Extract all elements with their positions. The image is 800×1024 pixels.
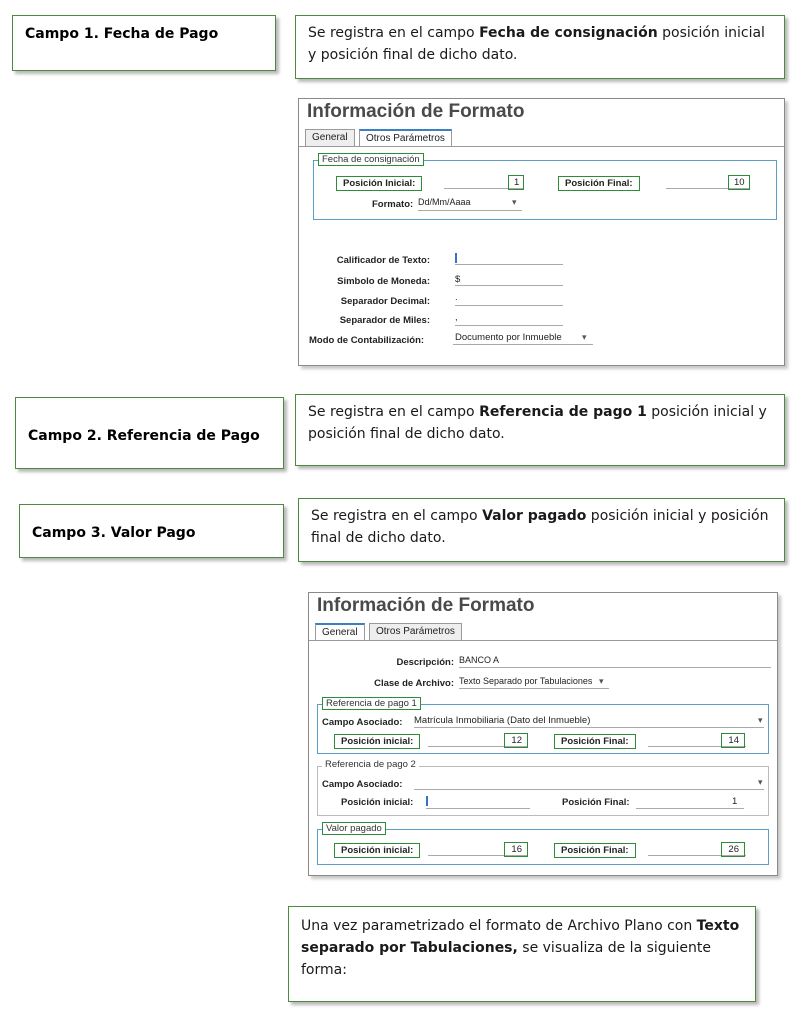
separador-decimal-input[interactable]: . bbox=[455, 292, 458, 303]
descripcion-input[interactable]: BANCO A bbox=[459, 655, 500, 665]
simbolo-moneda-input[interactable]: $ bbox=[455, 274, 461, 285]
modo-contabilizacion-select[interactable]: Documento por Inmueble bbox=[455, 332, 562, 343]
valor-posicion-inicial-input[interactable]: 16 bbox=[504, 842, 528, 857]
descripcion-underline bbox=[459, 667, 771, 668]
campo3-description-box bbox=[298, 498, 785, 562]
campo3-title-box bbox=[19, 504, 284, 558]
ref1-campo-asociado-label: Campo Asociado: bbox=[322, 717, 403, 728]
simbolo-moneda-underline bbox=[455, 285, 563, 286]
ref1-posicion-inicial-input[interactable]: 12 bbox=[504, 733, 528, 748]
tab-otros-parametros[interactable]: Otros Parámetros bbox=[369, 623, 462, 641]
ref2-posicion-final-label: Posición Final: bbox=[562, 797, 630, 808]
summary-post: se visualiza de la siguiente forma: bbox=[301, 940, 712, 978]
chevron-down-icon[interactable]: ▾ bbox=[512, 197, 517, 207]
ref2-posicion-inicial-label: Posición inicial: bbox=[341, 797, 414, 808]
ref1-posicion-final-input[interactable]: 14 bbox=[721, 733, 745, 748]
format-info-panel-2 bbox=[308, 592, 778, 876]
campo1-description bbox=[296, 16, 784, 72]
modo-contabilizacion-underline bbox=[453, 344, 593, 345]
valor-posicion-final-input[interactable]: 26 bbox=[721, 842, 745, 857]
clase-archivo-underline bbox=[459, 688, 609, 689]
ref2-posicion-final-underline bbox=[636, 808, 744, 809]
separador-miles-input[interactable]: , bbox=[455, 312, 458, 323]
panel1-title: Información de Formato bbox=[307, 101, 525, 122]
separador-decimal-label: Separador Decimal: bbox=[340, 296, 430, 307]
summary-pre: Una vez parametrizado el formato de Archivo Plano con bbox=[301, 918, 697, 934]
referencia-pago-1-group bbox=[317, 698, 769, 754]
summary-text bbox=[289, 907, 755, 989]
valor-posicion-final-label: Posición Final: bbox=[554, 843, 636, 858]
campo2-title: Campo 2. Referencia de Pago bbox=[28, 428, 260, 444]
campo3-description bbox=[299, 499, 784, 555]
posicion-inicial-label: Posición Inicial: bbox=[336, 176, 422, 191]
campo2-description-box bbox=[295, 394, 785, 466]
fecha-consignacion-legend: Fecha de consignación bbox=[318, 153, 424, 166]
campo1-desc-post: posición inicial y posición final de dicho dato. bbox=[308, 25, 765, 63]
formato-underline bbox=[418, 210, 522, 211]
ref2-posicion-inicial-input[interactable] bbox=[426, 796, 428, 806]
clase-archivo-label: Clase de Archivo: bbox=[374, 678, 454, 689]
valor-pagado-group bbox=[317, 823, 769, 865]
format-info-panel-1 bbox=[298, 98, 785, 366]
clase-archivo-select[interactable]: Texto Separado por Tabulaciones bbox=[459, 676, 593, 686]
summary-box bbox=[288, 906, 756, 1002]
calificador-underline bbox=[455, 264, 563, 265]
tab-otros-parametros[interactable]: Otros Parámetros bbox=[359, 129, 452, 147]
campo1-title: Campo 1. Fecha de Pago bbox=[25, 26, 219, 42]
modo-contabilizacion-label: Modo de Contabilización: bbox=[309, 335, 425, 346]
ref2-campo-asociado-label: Campo Asociado: bbox=[322, 779, 403, 790]
campo1-desc-pre: Se registra en el campo bbox=[308, 25, 480, 41]
chevron-down-icon[interactable]: ▾ bbox=[599, 676, 604, 686]
separador-miles-label: Separador de Miles: bbox=[339, 315, 430, 326]
tab-general[interactable]: General bbox=[315, 623, 365, 641]
simbolo-moneda-label: Simbolo de Moneda: bbox=[337, 276, 430, 287]
calificador-input[interactable] bbox=[455, 253, 457, 263]
referencia-pago-2-legend: Referencia de pago 2 bbox=[322, 759, 419, 770]
posicion-final-label: Posición Final: bbox=[558, 176, 640, 191]
posicion-final-input[interactable]: 10 bbox=[728, 175, 750, 190]
descripcion-label: Descripción: bbox=[396, 657, 454, 668]
chevron-down-icon[interactable]: ▾ bbox=[758, 777, 763, 787]
campo1-title-box bbox=[12, 15, 276, 71]
ref2-campo-asociado-underline bbox=[414, 789, 764, 790]
chevron-down-icon[interactable]: ▾ bbox=[582, 332, 587, 342]
separador-miles-underline bbox=[455, 325, 563, 326]
separador-decimal-underline bbox=[455, 305, 563, 306]
campo3-title: Campo 3. Valor Pago bbox=[32, 525, 196, 541]
ref1-posicion-inicial-label: Posición inicial: bbox=[334, 734, 420, 749]
ref1-posicion-final-label: Posición Final: bbox=[554, 734, 636, 749]
referencia-pago-2-group bbox=[317, 759, 769, 816]
summary-bold: Texto separado por Tabulaciones, bbox=[301, 918, 740, 956]
campo1-description-box bbox=[295, 15, 785, 79]
tab-divider bbox=[309, 640, 777, 641]
campo3-desc-bold: Valor pagado bbox=[482, 508, 587, 524]
panel2-title: Información de Formato bbox=[317, 595, 535, 616]
formato-label: Formato: bbox=[372, 199, 414, 210]
valor-pagado-legend: Valor pagado bbox=[322, 822, 386, 835]
campo2-title-box bbox=[15, 397, 284, 469]
tab-divider bbox=[299, 146, 784, 147]
ref1-campo-asociado-underline bbox=[414, 727, 764, 728]
campo2-desc-bold: Referencia de pago 1 bbox=[479, 404, 647, 420]
campo3-desc-pre: Se registra en el campo bbox=[311, 508, 483, 524]
tab-general[interactable]: General bbox=[305, 129, 355, 147]
chevron-down-icon[interactable]: ▾ bbox=[758, 715, 763, 725]
ref1-campo-asociado-select[interactable]: Matrícula Inmobiliaria (Dato del Inmueble) bbox=[414, 715, 591, 726]
ref2-posicion-inicial-underline bbox=[426, 808, 530, 809]
fecha-consignacion-group bbox=[313, 154, 777, 220]
campo3-desc-post: posición inicial y posición final de dicho dato. bbox=[311, 508, 769, 546]
referencia-pago-1-legend: Referencia de pago 1 bbox=[322, 697, 421, 710]
campo2-desc-post: posición inicial y posición final de dicho dato. bbox=[308, 404, 767, 442]
campo1-desc-bold: Fecha de consignación bbox=[479, 25, 658, 41]
campo2-desc-pre: Se registra en el campo bbox=[308, 404, 480, 420]
ref2-posicion-final-input[interactable]: 1 bbox=[732, 796, 738, 807]
calificador-label: Calificador de Texto: bbox=[336, 255, 430, 266]
formato-select[interactable]: Dd/Mm/Aaaa bbox=[418, 197, 471, 207]
campo2-description bbox=[296, 395, 784, 451]
valor-posicion-inicial-label: Posición inicial: bbox=[334, 843, 420, 858]
posicion-inicial-input[interactable]: 1 bbox=[508, 175, 524, 190]
